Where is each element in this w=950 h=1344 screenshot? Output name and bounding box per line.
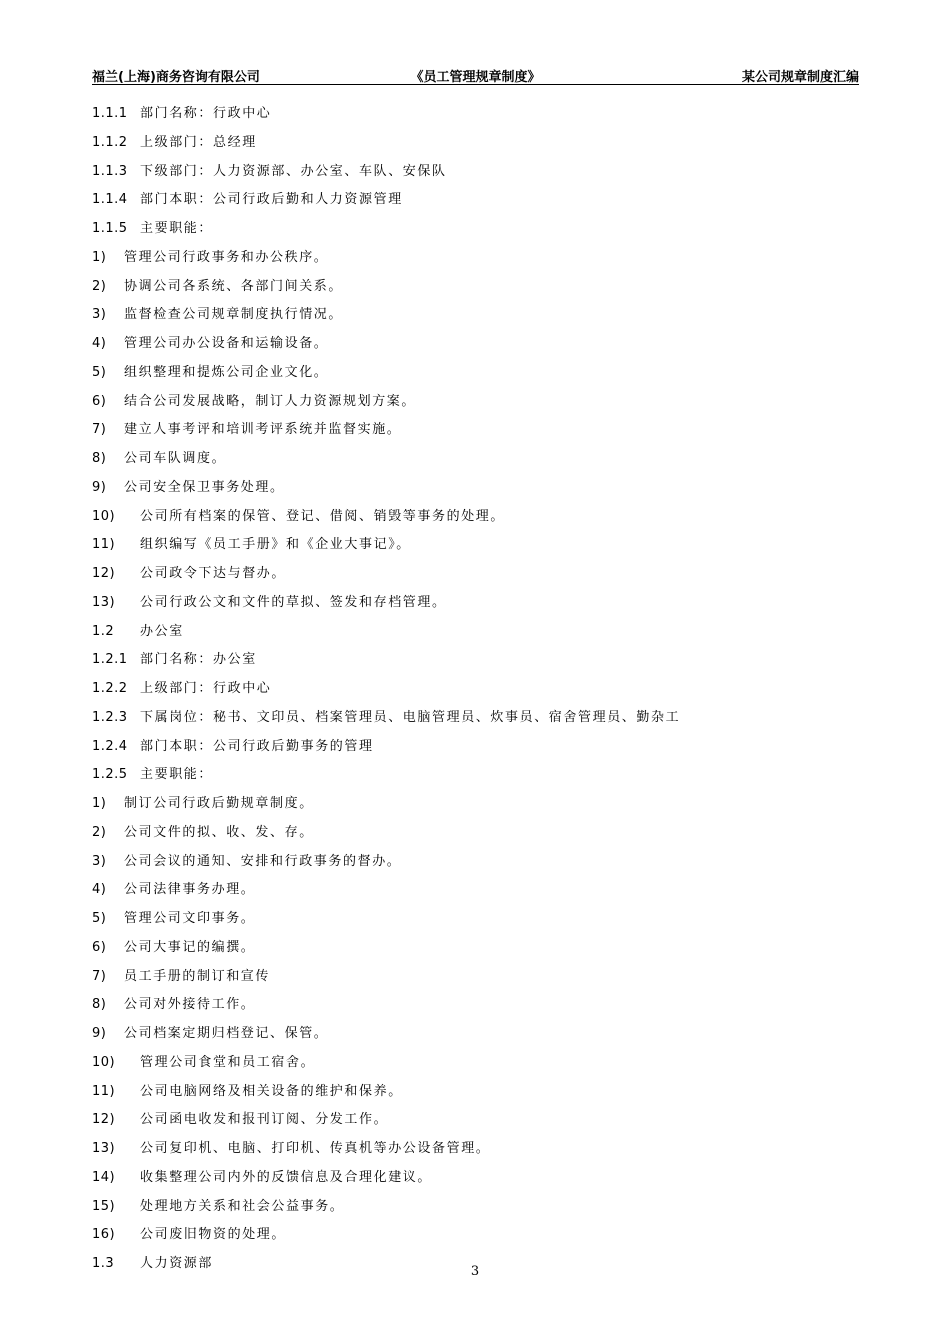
line-number: 1.1.3 [92,163,128,179]
list-item [92,359,872,388]
subsection-line [92,704,872,733]
line-text: 监督检查公司规章制度执行情况。 [124,307,344,323]
line-number: 1.2.1 [92,652,128,668]
line-text: 公司安全保卫事务处理。 [124,479,285,495]
line-number: 1.1.2 [92,134,128,150]
line-number: 1.3 [92,1256,115,1271]
line-number: 1.1.5 [92,221,128,236]
list-item [92,330,872,359]
list-item [92,848,872,877]
list-item [92,963,872,992]
line-number: 12) [92,1112,116,1128]
list-item [92,531,872,560]
line-text: 公司复印机、电脑、打印机、传真机等办公设备管理。 [140,1141,491,1156]
list-item [92,819,872,848]
line-number: 14) [92,1169,116,1185]
line-number: 13) [92,594,116,610]
line-text: 公司函电收发和报刊订阅、分发工作。 [140,1112,389,1128]
line-number: 2) [92,824,107,840]
line-text: 收集整理公司内外的反馈信息及合理化建议。 [140,1169,433,1185]
list-item [92,991,872,1020]
line-number: 15) [92,1198,116,1214]
line-text: 主要职能： [140,221,214,236]
list-item [92,416,872,445]
line-text: 公司法律事务办理。 [124,882,256,898]
line-text: 建立人事考评和培训考评系统并监督实施。 [124,422,402,438]
list-item [92,790,872,819]
line-number: 9) [92,479,107,495]
line-number: 1.2.2 [92,681,128,696]
list-item [92,474,872,503]
line-number: 6) [92,939,107,955]
line-number: 6) [92,393,107,409]
subsection-line [92,215,872,244]
line-number: 16) [92,1227,116,1243]
line-number: 10) [92,508,116,524]
line-text: 人力资源部 [140,1256,214,1271]
line-text: 公司档案定期归档登记、保管。 [124,1026,329,1041]
subsection-line [92,646,872,675]
list-item [92,589,872,618]
subsection-line [92,186,872,215]
subsection-line [92,675,872,704]
line-number: 1) [92,796,107,811]
line-number: 3) [92,307,107,323]
header-document-title: 《员工管理规章制度》 [410,70,541,85]
list-item [92,503,872,532]
header-collection-name: 某公司规章制度汇编 [741,70,859,85]
line-number: 7) [92,422,107,438]
line-number: 4) [92,336,107,351]
line-number: 1.2 [92,623,115,639]
line-text: 结合公司发展战略，制订人力资源规划方案。 [124,393,417,409]
line-text: 公司行政公文和文件的草拟、签发和存档管理。 [140,594,447,610]
line-text: 部门名称：行政中心 [140,106,272,121]
line-text: 上级部门：行政中心 [140,681,272,696]
line-text: 管理公司行政事务和办公秩序。 [124,249,329,265]
line-text: 公司大事记的编撰。 [124,939,256,955]
line-number: 1.1.4 [92,192,128,208]
page-header [92,66,859,85]
line-text: 公司所有档案的保管、登记、借阅、销毁等事务的处理。 [140,508,506,524]
line-number: 10) [92,1054,116,1070]
line-number: 9) [92,1026,107,1041]
line-text: 公司电脑网络及相关设备的维护和保养。 [140,1083,403,1099]
line-text: 办公室 [140,623,184,639]
list-item [92,876,872,905]
line-text: 员工手册的制订和宣传 [124,968,271,984]
line-number: 5) [92,911,107,926]
line-text: 管理公司文印事务。 [124,911,256,926]
line-number: 5) [92,364,107,380]
line-text: 组织整理和提炼公司企业文化。 [124,364,329,380]
header-company-name: 福兰(上海)商务咨询有限公司 [92,70,260,85]
line-text: 主要职能： [140,767,214,783]
line-number: 1.2.4 [92,738,128,754]
list-item [92,560,872,589]
line-number: 8) [92,997,107,1013]
line-number: 11) [92,537,116,553]
list-item [92,1078,872,1107]
list-item [92,1135,872,1164]
line-text: 处理地方关系和社会公益事务。 [140,1198,345,1214]
list-item [92,934,872,963]
list-item [92,273,872,302]
line-text: 公司对外接待工作。 [124,997,256,1013]
line-text: 上级部门：总经理 [140,134,257,150]
line-text: 下属岗位：秘书、文印员、档案管理员、电脑管理员、炊事员、宿舍管理员、勤杂工 [140,709,681,725]
line-text: 公司文件的拟、收、发、存。 [124,824,314,840]
list-item [92,244,872,273]
line-number: 3) [92,853,107,869]
list-item [92,301,872,330]
subsection-line [92,129,872,158]
list-item [92,1049,872,1078]
line-text: 部门名称：办公室 [140,652,257,668]
line-text: 公司车队调度。 [124,451,227,466]
line-text: 下级部门：人力资源部、办公室、车队、安保队 [140,163,447,179]
line-number: 8) [92,451,107,466]
line-text: 公司废旧物资的处理。 [140,1227,287,1243]
document-body [92,100,872,1279]
list-item [92,1164,872,1193]
line-text: 部门本职：公司行政后勤事务的管理 [140,738,374,754]
section-heading [92,618,872,647]
line-number: 12) [92,566,116,581]
line-text: 管理公司办公设备和运输设备。 [124,336,329,351]
subsection-line [92,158,872,187]
page-number: 3 [470,1264,480,1279]
line-number: 4) [92,882,107,898]
line-number: 1) [92,249,107,265]
list-item [92,1106,872,1135]
subsection-line [92,100,872,129]
line-number: 7) [92,968,107,984]
list-item [92,1221,872,1250]
list-item [92,445,872,474]
line-text: 组织编写《员工手册》和《企业大事记》。 [140,537,411,553]
line-number: 11) [92,1083,116,1099]
line-text: 协调公司各系统、各部门间关系。 [124,278,344,294]
list-item [92,1193,872,1222]
line-text: 公司政令下达与督办。 [140,566,287,581]
line-text: 公司会议的通知、安排和行政事务的督办。 [124,853,402,869]
line-number: 2) [92,278,107,294]
subsection-line [92,761,872,790]
subsection-line [92,733,872,762]
list-item [92,1020,872,1049]
line-number: 1.2.3 [92,709,128,725]
list-item [92,388,872,417]
line-number: 1.2.5 [92,767,128,783]
list-item [92,905,872,934]
line-text: 部门本职：公司行政后勤和人力资源管理 [140,192,403,208]
line-text: 制订公司行政后勤规章制度。 [124,796,314,811]
line-number: 1.1.1 [92,106,128,121]
line-number: 13) [92,1141,116,1156]
line-text: 管理公司食堂和员工宿舍。 [140,1054,316,1070]
